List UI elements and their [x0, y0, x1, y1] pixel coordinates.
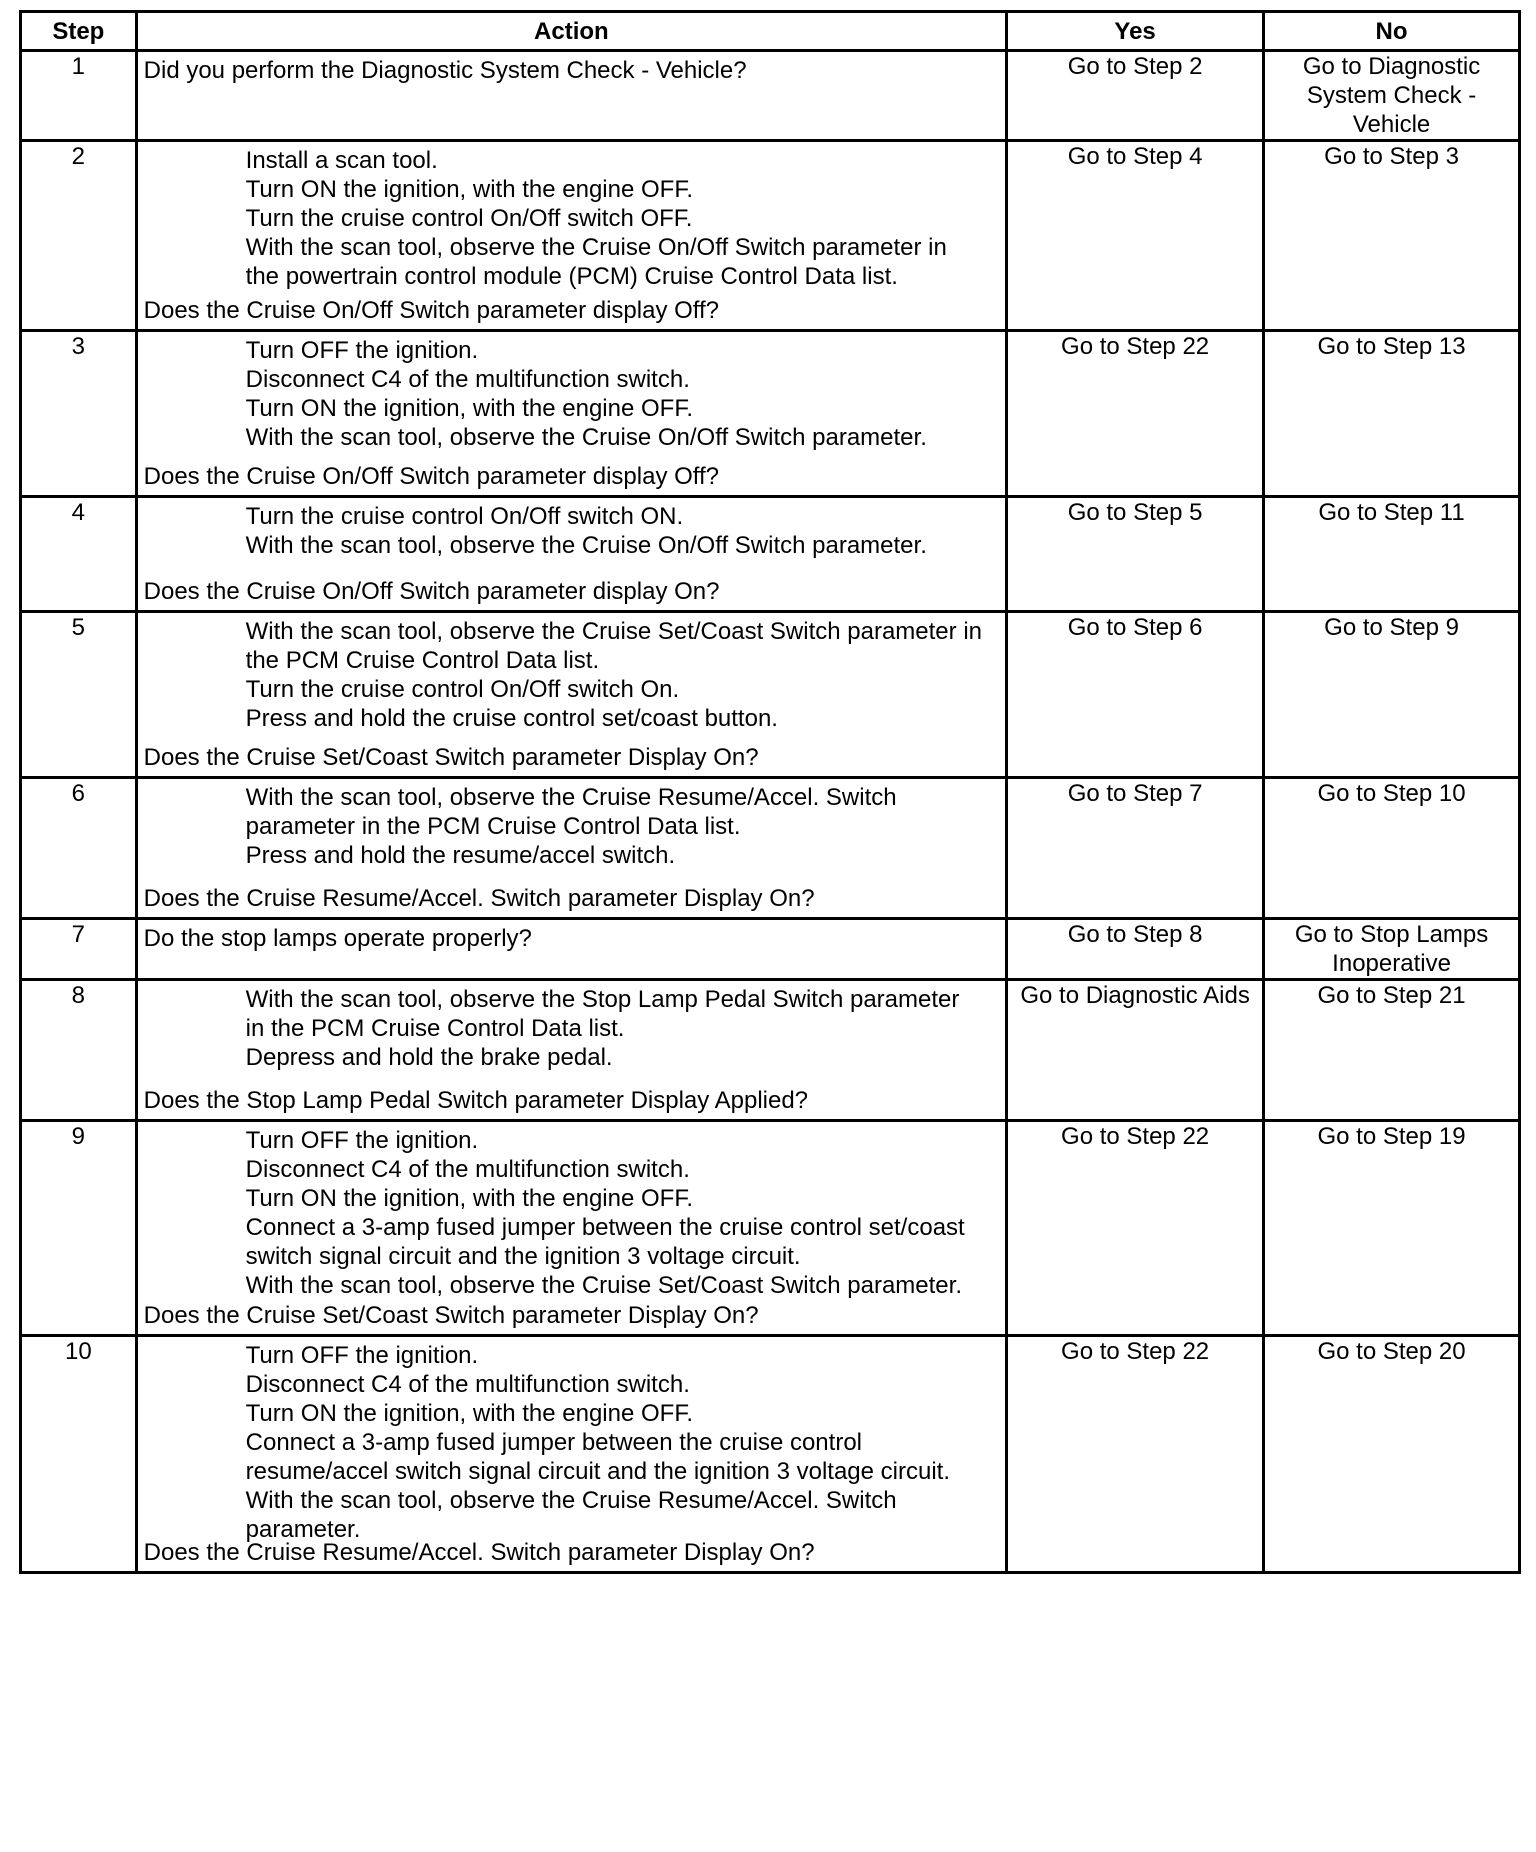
step-number: 8 [21, 980, 137, 1121]
instruction-line: With the scan tool, observe the Cruise On/Off Switch parameter. [245, 424, 927, 451]
instruction-line: Press and hold the cruise control set/coast button. [245, 705, 778, 732]
no-result-line: Go to Step 13 [1317, 333, 1466, 360]
instruction-line: parameter. [245, 1516, 361, 1543]
header-row [21, 12, 1520, 51]
instruction-list [246, 1126, 1005, 1300]
table-row [21, 919, 1520, 980]
instruction-line: Turn the cruise control On/Off switch On. [245, 676, 680, 703]
diagnostic-table [19, 10, 1521, 1574]
instruction-line: Turn ON the ignition, with the engine OFF. [245, 1400, 693, 1427]
no-result [1264, 141, 1520, 331]
instruction-list [246, 502, 1005, 560]
action-cell [136, 497, 1006, 612]
instruction-list [246, 783, 1005, 870]
no-result-line: Go to Stop Lamps [1294, 921, 1489, 948]
no-result [1264, 919, 1520, 980]
table-row [21, 980, 1520, 1121]
no-result [1264, 1336, 1520, 1573]
yes-result: Go to Diagnostic Aids [1007, 980, 1264, 1121]
step-number: 1 [21, 51, 137, 141]
yes-result: Go to Step 2 [1007, 51, 1264, 141]
yes-result: Go to Step 7 [1007, 778, 1264, 919]
yes-result: Go to Step 22 [1007, 1336, 1264, 1573]
instruction-line: Disconnect C4 of the multifunction switch. [245, 1371, 690, 1398]
instruction-line: Depress and hold the brake pedal. [245, 1044, 613, 1071]
question-text: Does the Cruise Set/Coast Switch parameter Display On? [143, 1302, 759, 1329]
action-cell [136, 778, 1006, 919]
instruction-list [246, 1341, 1005, 1544]
step-number: 3 [21, 331, 137, 497]
action-cell [136, 141, 1006, 331]
step-number: 4 [21, 497, 137, 612]
instruction-line: Disconnect C4 of the multifunction switch. [245, 1156, 690, 1183]
step-number: 10 [21, 1336, 137, 1573]
yes-result: Go to Step 8 [1007, 919, 1264, 980]
header-action: Action [136, 12, 1006, 51]
instruction-line: Press and hold the resume/accel switch. [245, 842, 676, 869]
no-result [1264, 331, 1520, 497]
question-text: Does the Cruise Resume/Accel. Switch parameter Display On? [143, 885, 815, 912]
step-number: 5 [21, 612, 137, 778]
no-result [1264, 1121, 1520, 1336]
no-result [1264, 51, 1520, 141]
instruction-line: parameter in the PCM Cruise Control Data list. [245, 813, 741, 840]
question-text: Does the Cruise On/Off Switch parameter display On? [143, 578, 720, 605]
instruction-line: Turn the cruise control On/Off switch OFF. [245, 205, 693, 232]
action-cell [136, 980, 1006, 1121]
no-result [1264, 497, 1520, 612]
instruction-line: Turn ON the ignition, with the engine OFF. [245, 1185, 693, 1212]
question-text: Does the Stop Lamp Pedal Switch parameter Display Applied? [143, 1087, 809, 1114]
instruction-line: With the scan tool, observe the Cruise Resume/Accel. Switch [245, 784, 897, 811]
question-text: Did you perform the Diagnostic System Check - Vehicle? [143, 57, 747, 84]
yes-result: Go to Step 4 [1007, 141, 1264, 331]
instruction-line: Turn ON the ignition, with the engine OFF. [245, 395, 693, 422]
instruction-line: Disconnect C4 of the multifunction switch. [245, 366, 690, 393]
header-step: Step [21, 12, 137, 51]
instruction-list [246, 985, 1005, 1072]
no-result-line: System Check - [1306, 82, 1477, 109]
no-result-line: Inoperative [1332, 950, 1451, 977]
step-number: 2 [21, 141, 137, 331]
no-result-line: Vehicle [1352, 111, 1431, 138]
header-no: No [1264, 12, 1520, 51]
instruction-list [246, 146, 1005, 291]
action-cell [136, 612, 1006, 778]
instruction-line: With the scan tool, observe the Cruise Resume/Accel. Switch [245, 1487, 897, 1514]
yes-result: Go to Step 22 [1007, 331, 1264, 497]
instruction-line: With the scan tool, observe the Cruise On/Off Switch parameter. [245, 532, 927, 559]
instruction-line: Turn OFF the ignition. [245, 337, 479, 364]
instruction-list [246, 617, 1005, 733]
action-cell [136, 919, 1006, 980]
no-result [1264, 778, 1520, 919]
yes-result: Go to Step 22 [1007, 1121, 1264, 1336]
header-yes: Yes [1007, 12, 1264, 51]
instruction-list [246, 336, 1005, 452]
question-text: Does the Cruise Resume/Accel. Switch parameter Display On? [143, 1539, 815, 1566]
instruction-line: With the scan tool, observe the Cruise Set/Coast Switch parameter in [245, 618, 982, 645]
action-cell [136, 331, 1006, 497]
step-number: 6 [21, 778, 137, 919]
table-row [21, 1336, 1520, 1573]
instruction-line: resume/accel switch signal circuit and the ignition 3 voltage circuit. [245, 1458, 950, 1485]
instruction-line: With the scan tool, observe the Cruise Set/Coast Switch parameter. [245, 1272, 962, 1299]
instruction-line: With the scan tool, observe the Stop Lamp Pedal Switch parameter [245, 986, 960, 1013]
table-row [21, 1121, 1520, 1336]
instruction-line: Connect a 3-amp fused jumper between the cruise control [245, 1429, 862, 1456]
instruction-line: the powertrain control module (PCM) Cruise Control Data list. [245, 263, 898, 290]
table-row [21, 612, 1520, 778]
yes-result: Go to Step 6 [1007, 612, 1264, 778]
yes-result: Go to Step 5 [1007, 497, 1264, 612]
instruction-line: Connect a 3-amp fused jumper between the cruise control set/coast [245, 1214, 965, 1241]
instruction-line: Turn OFF the ignition. [245, 1342, 479, 1369]
instruction-line: Turn the cruise control On/Off switch ON. [245, 503, 684, 530]
step-number: 7 [21, 919, 137, 980]
instruction-line: Install a scan tool. [245, 147, 438, 174]
question-text: Does the Cruise Set/Coast Switch parameter Display On? [143, 744, 759, 771]
instruction-line: Turn ON the ignition, with the engine OFF. [245, 176, 693, 203]
no-result [1264, 612, 1520, 778]
no-result-line: Go to Step 19 [1317, 1123, 1466, 1150]
question-text: Do the stop lamps operate properly? [143, 925, 532, 952]
instruction-line: With the scan tool, observe the Cruise On/Off Switch parameter in [245, 234, 947, 261]
action-cell [136, 1336, 1006, 1573]
table-row [21, 497, 1520, 612]
instruction-line: Turn OFF the ignition. [245, 1127, 479, 1154]
table-row [21, 778, 1520, 919]
table-row [21, 51, 1520, 141]
action-cell [136, 1121, 1006, 1336]
instruction-line: switch signal circuit and the ignition 3 voltage circuit. [245, 1243, 801, 1270]
question-text: Does the Cruise On/Off Switch parameter display Off? [143, 297, 720, 324]
no-result [1264, 980, 1520, 1121]
question-text: Does the Cruise On/Off Switch parameter display Off? [143, 463, 720, 490]
instruction-line: in the PCM Cruise Control Data list. [245, 1015, 625, 1042]
no-result-line: Go to Step 9 [1324, 614, 1459, 641]
no-result-line: Go to Step 21 [1317, 982, 1466, 1009]
no-result-line: Go to Step 20 [1317, 1338, 1466, 1365]
no-result-line: Go to Step 11 [1318, 499, 1465, 526]
no-result-line: Go to Step 3 [1324, 143, 1459, 170]
table-row [21, 331, 1520, 497]
instruction-line: the PCM Cruise Control Data list. [245, 647, 600, 674]
table-row [21, 141, 1520, 331]
action-cell [136, 51, 1006, 141]
no-result-line: Go to Diagnostic [1302, 53, 1481, 80]
no-result-line: Go to Step 10 [1317, 780, 1466, 807]
step-number: 9 [21, 1121, 137, 1336]
